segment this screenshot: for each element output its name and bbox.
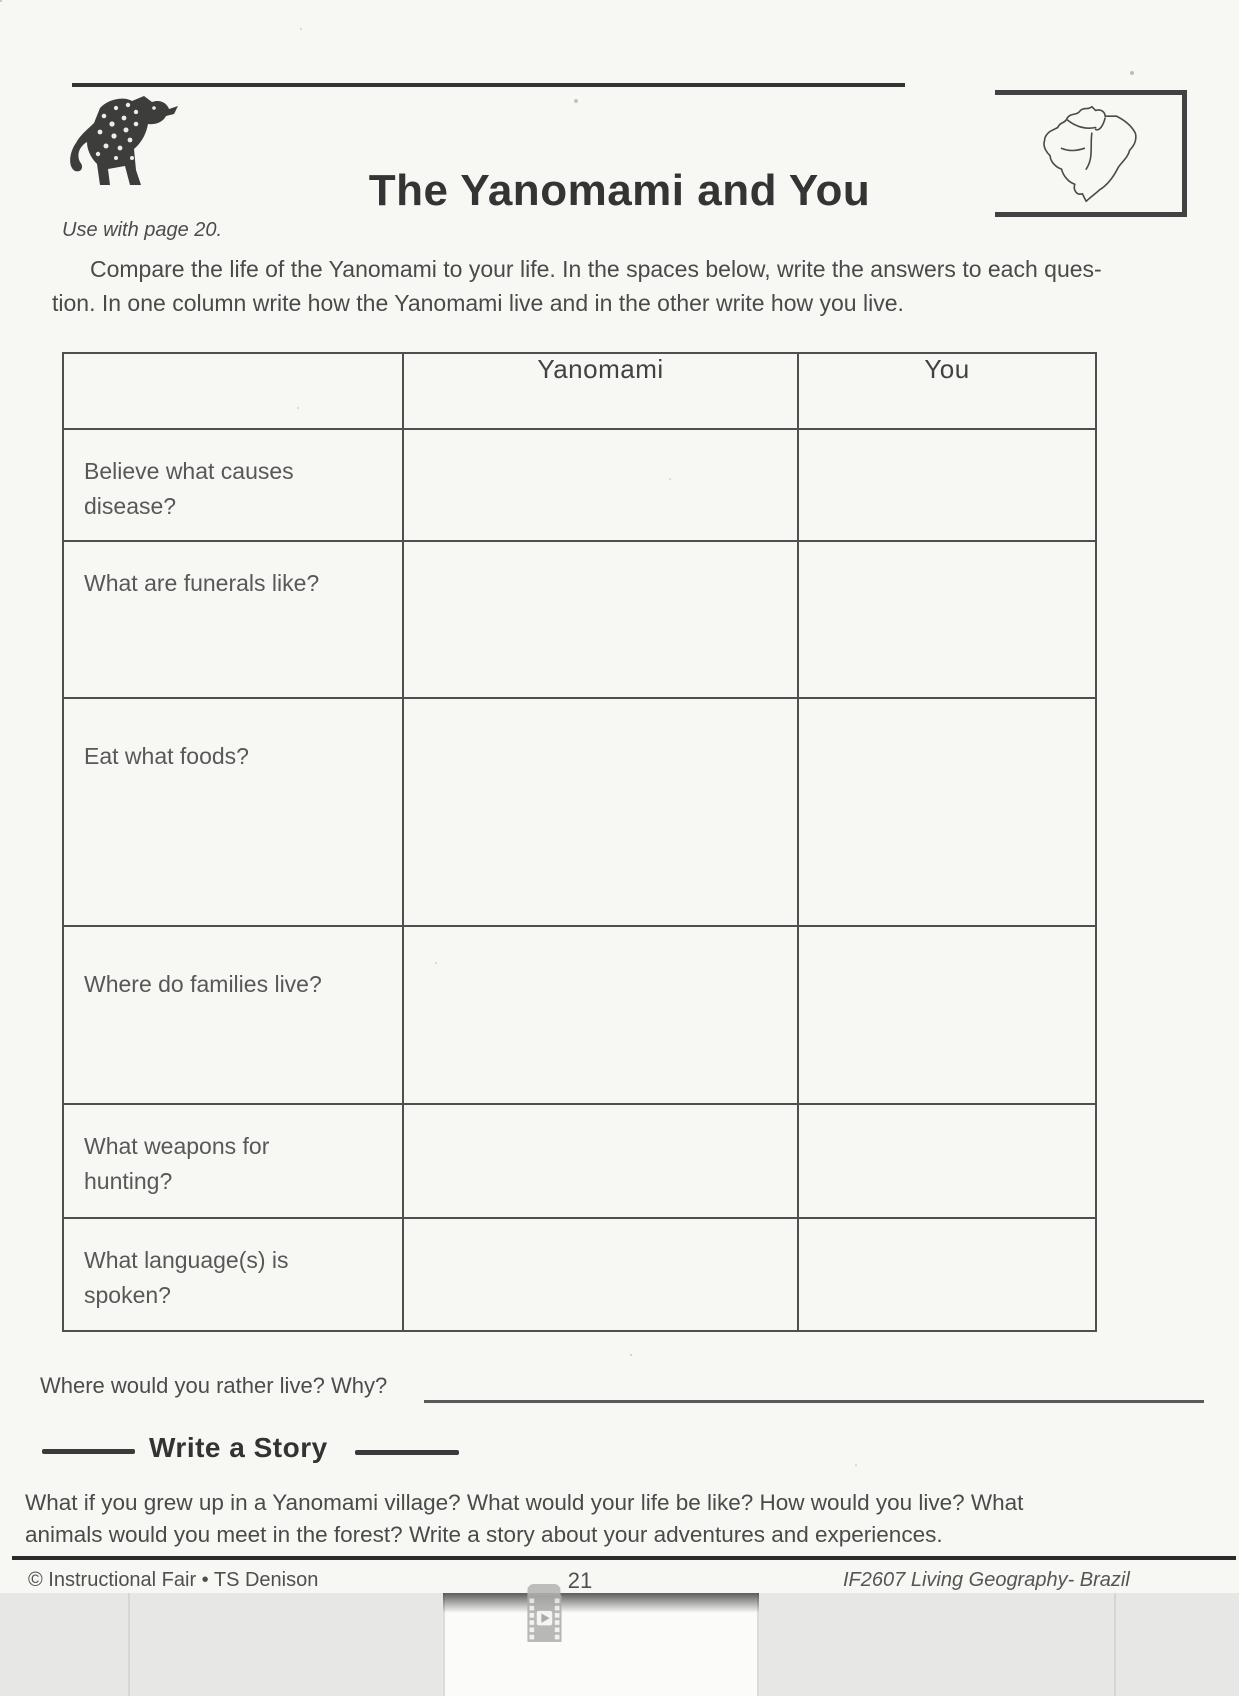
rather-live-prompt: Where would you rather live? Why? (40, 1373, 388, 1398)
page-title: The Yanomami and You (368, 166, 871, 215)
write-a-story-heading: Write a Story (149, 1432, 328, 1463)
answer-cell-you (798, 1218, 1096, 1331)
footer-publisher: © Instructional Fair • TS Denison (28, 1569, 319, 1591)
heading-dash-right (355, 1450, 459, 1455)
footer-rule (12, 1556, 1236, 1560)
answer-cell-you (798, 1104, 1096, 1218)
film-strip-icon (520, 1583, 570, 1643)
header-cell-you: You (798, 353, 1096, 429)
question-cell: Eat what foods? (84, 743, 249, 769)
table-row (63, 926, 1096, 1104)
answer-cell-you (798, 541, 1096, 698)
table-row (63, 1104, 1096, 1218)
answer-blank-line (424, 1369, 1204, 1403)
answer-cell-yanomami (403, 926, 798, 1104)
answer-cell-you (798, 698, 1096, 926)
footer-page-number: 21 (567, 1568, 593, 1593)
question-cell: What language(s) is spoken? (84, 1247, 289, 1308)
header-rule (72, 83, 905, 87)
footer-series-title: IF2607 Living Geography- Brazil (843, 1569, 1130, 1591)
table-row (63, 541, 1096, 698)
answer-cell-yanomami (403, 698, 798, 926)
heading-dash-left (42, 1449, 135, 1454)
scan-shadow-gradient (443, 1593, 759, 1613)
answer-cell-yanomami (403, 541, 798, 698)
header-cell-yanomami: Yanomami (403, 353, 798, 429)
question-cell: What are funerals like? (84, 570, 320, 596)
table-header-row (63, 353, 1096, 429)
answer-cell-you (798, 429, 1096, 541)
question-cell: What weapons for hunting? (84, 1133, 270, 1194)
table-row (63, 698, 1096, 926)
question-cell: Believe what causes disease? (84, 458, 294, 519)
answer-cell-yanomami (403, 1104, 798, 1218)
table-row (63, 429, 1096, 541)
comparison-table (62, 352, 1097, 1332)
story-line-2: animals would you meet in the forest? Write a story about your adventures and experiences. (25, 1522, 943, 1547)
question-cell: Where do families live? (84, 971, 322, 997)
intro-line-1: Compare the life of the Yanomami to your life. In the spaces below, write the answers to each ques- (90, 256, 1102, 282)
use-note: Use with page 20. (62, 219, 223, 241)
scan-edge-line-left (128, 1593, 130, 1696)
answer-cell-you (798, 926, 1096, 1104)
table-row (63, 1218, 1096, 1331)
answer-cell-yanomami (403, 429, 798, 541)
header-cell-blank (63, 353, 403, 429)
intro-line-2: tion. In one column write how the Yanomami live and in the other write how you live. (52, 290, 904, 316)
story-line-1: What if you grew up in a Yanomami village? What would your life be like? How would you live? What (25, 1490, 1024, 1515)
scan-edge-line-right (1114, 1593, 1116, 1696)
scan-speckles (0, 0, 2, 2)
answer-cell-yanomami (403, 1218, 798, 1331)
